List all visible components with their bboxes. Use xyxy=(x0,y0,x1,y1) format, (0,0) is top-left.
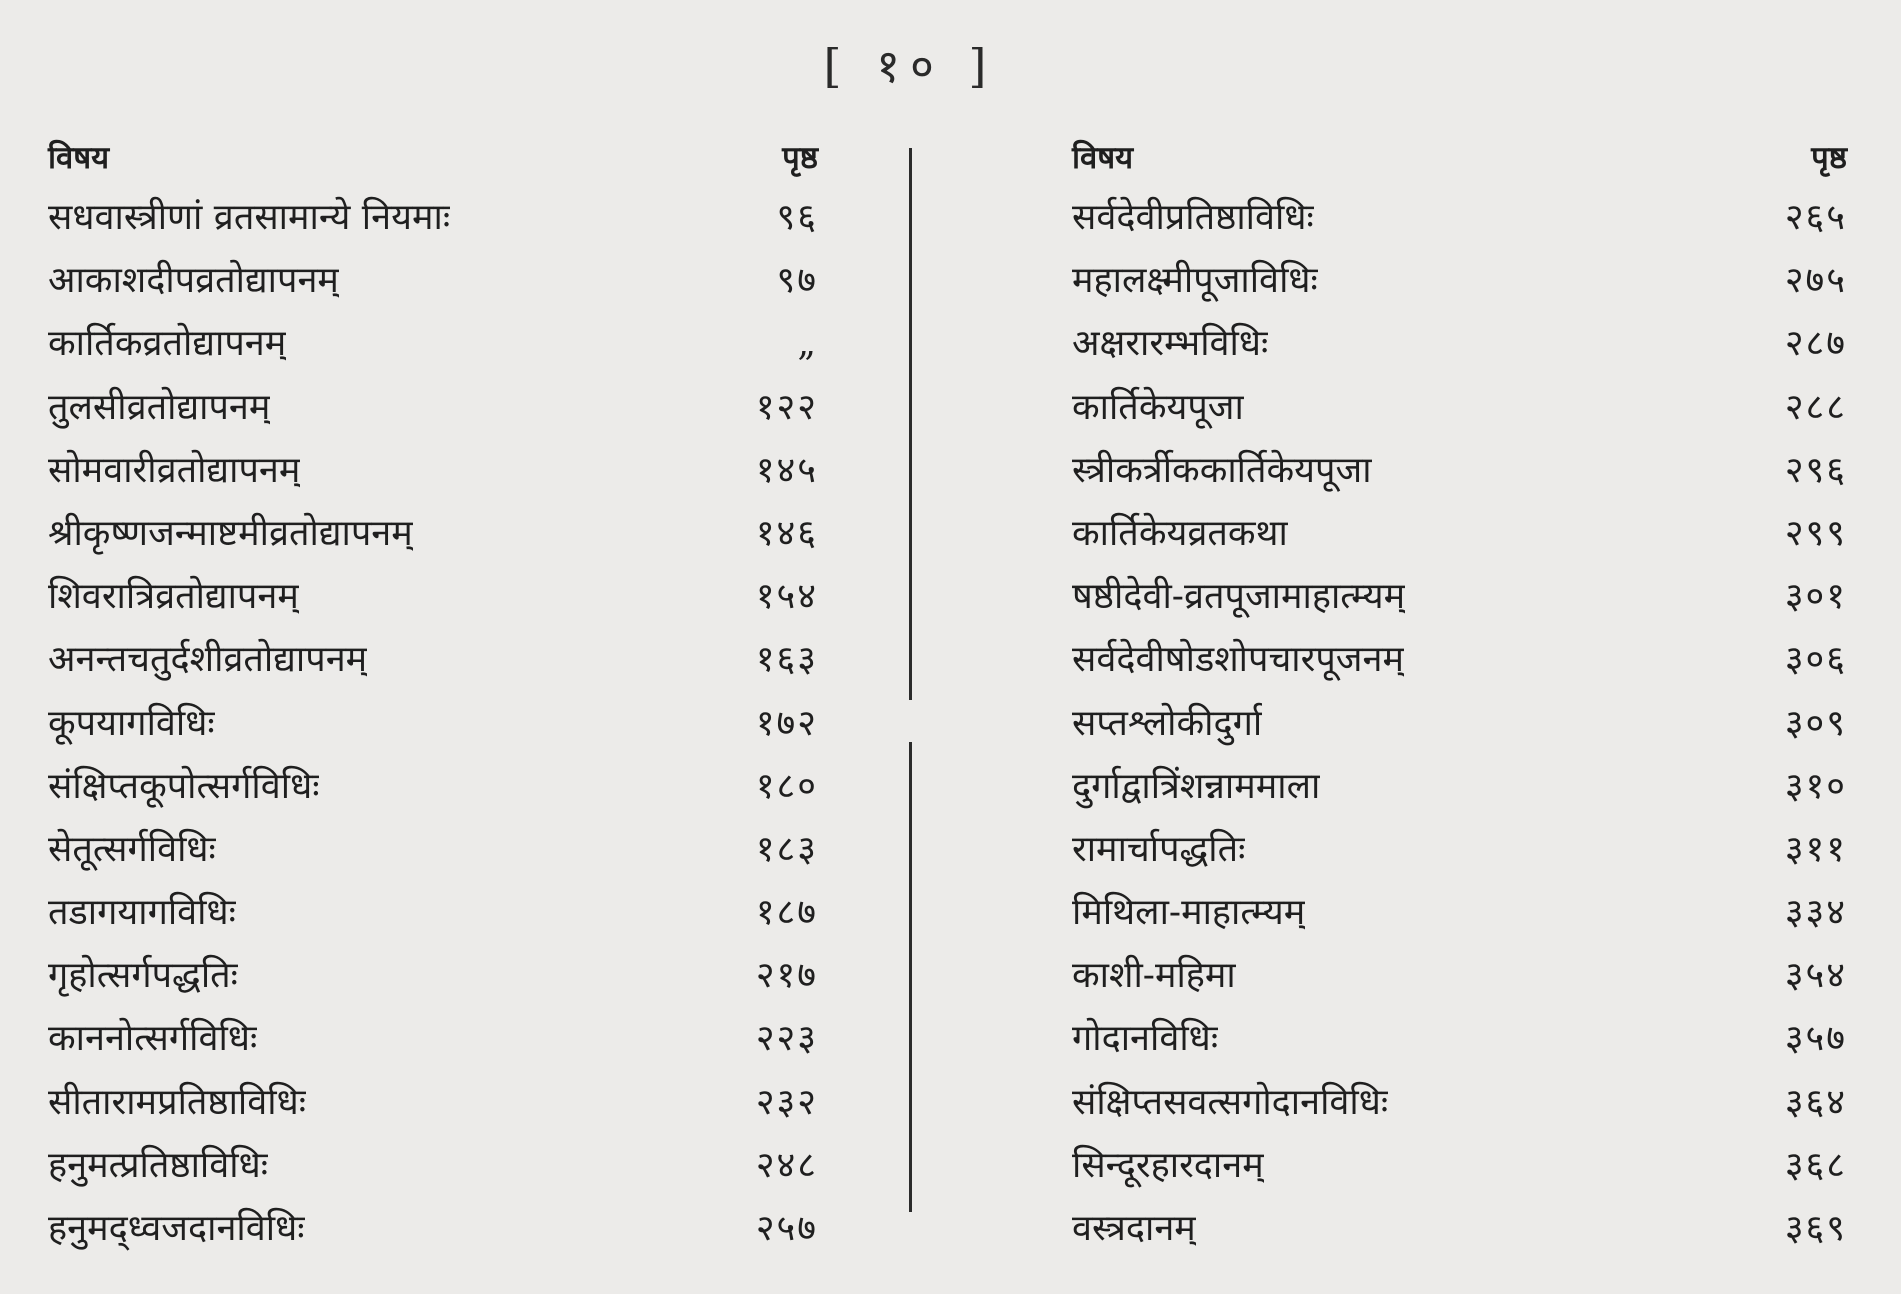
entry-title: संक्षिप्तकूपोत्सर्गविधिः xyxy=(48,765,320,807)
entry-page-number: ३०६ xyxy=(1784,639,1847,681)
column-divider-lower xyxy=(909,742,912,1212)
entry-page-number: ३३४ xyxy=(1784,892,1847,934)
entry-page-number: २३२ xyxy=(755,1081,818,1123)
entry-title: हनुमद्ध्वजदानविधिः xyxy=(48,1208,305,1249)
entry-page-number: २५७ xyxy=(755,1208,818,1249)
toc-entry xyxy=(48,1076,818,1139)
toc-entry xyxy=(48,1139,818,1202)
toc-entry xyxy=(48,444,818,507)
entry-title: सेतूत्सर्गविधिः xyxy=(48,828,216,870)
entry-title: आकाशदीपव्रतोद्यापनम् xyxy=(48,260,339,302)
entry-title: कूपयागविधिः xyxy=(48,702,215,744)
entry-title: सोमवारीव्रतोद्यापनम् xyxy=(48,449,301,491)
entry-title: गोदानविधिः xyxy=(1072,1018,1219,1060)
entry-page-number: ३५७ xyxy=(1784,1018,1847,1060)
entry-page-number: १८३ xyxy=(755,828,818,870)
entry-page-number: २७५ xyxy=(1784,260,1847,302)
entry-title: गृहोत्सर्गपद्धतिः xyxy=(48,955,238,997)
entry-title: कार्तिकेयपूजा xyxy=(1072,386,1244,428)
entry-title: हनुमत्प्रतिष्ठाविधिः xyxy=(48,1144,268,1186)
toc-entry xyxy=(1072,1139,1847,1202)
toc-entry xyxy=(48,697,818,760)
entry-title: अनन्तचतुर्दशीव्रतोद्यापनम् xyxy=(48,639,368,681)
entry-title: सप्तश्लोकीदुर्गा xyxy=(1072,702,1263,744)
entry-page-number: ३०९ xyxy=(1784,702,1847,744)
entry-page-number: ३६४ xyxy=(1784,1081,1847,1123)
entry-page-number: ३५४ xyxy=(1784,955,1847,997)
entry-title: वस्त्रदानम् xyxy=(1072,1208,1196,1249)
entry-page-number: १४६ xyxy=(755,512,818,554)
left-column-header xyxy=(48,136,818,191)
entry-page-number: ९६ xyxy=(776,197,818,238)
right-contents-column xyxy=(1072,136,1847,1265)
toc-entry xyxy=(48,254,818,317)
right-entries-list xyxy=(1072,191,1847,1265)
toc-entry xyxy=(48,507,818,570)
toc-entry xyxy=(48,823,818,886)
entry-title: मिथिला-माहात्म्यम् xyxy=(1072,892,1306,934)
toc-entry xyxy=(1072,191,1847,254)
toc-entry xyxy=(1072,317,1847,380)
entry-title: रामार्चापद्धतिः xyxy=(1072,828,1246,870)
entry-title: सर्वदेवीप्रतिष्ठाविधिः xyxy=(1072,197,1314,238)
toc-entry xyxy=(1072,633,1847,696)
entry-page-number: २६५ xyxy=(1784,197,1847,238)
toc-entry xyxy=(1072,949,1847,1012)
toc-entry xyxy=(48,949,818,1012)
entry-page-number: ३१० xyxy=(1784,765,1847,807)
left-entries-list xyxy=(48,191,818,1265)
column-divider-upper xyxy=(909,148,912,700)
entry-page-number: १८७ xyxy=(755,892,818,934)
entry-title: सिन्दूरहारदानम् xyxy=(1072,1144,1264,1186)
entry-page-number: २९९ xyxy=(1784,512,1847,554)
entry-title: श्रीकृष्णजन्माष्टमीव्रतोद्यापनम् xyxy=(48,512,413,554)
entry-page-number: ९७ xyxy=(776,260,818,302)
toc-entry xyxy=(1072,570,1847,633)
subject-heading: विषय xyxy=(48,140,110,176)
entry-page-number: १७२ xyxy=(755,702,818,744)
toc-entry xyxy=(48,381,818,444)
entry-page-number: १८० xyxy=(755,765,818,807)
entry-page-number: २८८ xyxy=(1784,386,1847,428)
toc-entry xyxy=(48,1202,818,1265)
entry-title: सीतारामप्रतिष्ठाविधिः xyxy=(48,1081,307,1123)
toc-entry xyxy=(48,633,818,696)
toc-entry xyxy=(1072,886,1847,949)
entry-title: कार्तिकव्रतोद्यापनम् xyxy=(48,323,287,365)
entry-title: दुर्गाद्वात्रिंशन्नाममाला xyxy=(1072,765,1321,807)
toc-entry xyxy=(1072,697,1847,760)
entry-page-number: १६३ xyxy=(755,639,818,681)
left-contents-column xyxy=(48,136,818,1265)
toc-entry xyxy=(48,760,818,823)
entry-page-number: „ xyxy=(797,323,818,365)
page-heading: पृष्ठ xyxy=(1811,140,1847,176)
entry-title: शिवरात्रिव्रतोद्यापनम् xyxy=(48,576,299,618)
toc-entry xyxy=(1072,1202,1847,1265)
entry-page-number: २४८ xyxy=(755,1144,818,1186)
entry-title: सधवास्त्रीणां व्रतसामान्ये नियमाः xyxy=(48,197,451,238)
toc-entry xyxy=(48,317,818,380)
toc-entry xyxy=(1072,444,1847,507)
toc-entry xyxy=(48,570,818,633)
toc-entry xyxy=(1072,1076,1847,1139)
entry-title: महालक्ष्मीपूजाविधिः xyxy=(1072,260,1318,302)
toc-entry xyxy=(1072,507,1847,570)
entry-title: अक्षरारम्भविधिः xyxy=(1072,323,1269,365)
entry-title: संक्षिप्तसवत्सगोदानविधिः xyxy=(1072,1081,1389,1123)
toc-entry xyxy=(1072,760,1847,823)
entry-page-number: २८७ xyxy=(1784,323,1847,365)
entry-title: सर्वदेवीषोडशोपचारपूजनम् xyxy=(1072,639,1405,681)
entry-title: स्त्रीकर्त्रीककार्तिकेयपूजा xyxy=(1072,449,1372,491)
entry-page-number: ३६९ xyxy=(1784,1208,1847,1249)
entry-page-number: ३११ xyxy=(1784,828,1847,870)
entry-title: काननोत्सर्गविधिः xyxy=(48,1018,258,1060)
entry-title: कार्तिकेयव्रतकथा xyxy=(1072,512,1288,554)
toc-entry xyxy=(48,191,818,254)
entry-page-number: ३६८ xyxy=(1784,1144,1847,1186)
subject-heading: विषय xyxy=(1072,140,1134,176)
toc-entry xyxy=(48,1012,818,1075)
entry-page-number: ३०१ xyxy=(1784,576,1847,618)
toc-entry xyxy=(1072,381,1847,444)
toc-entry xyxy=(48,886,818,949)
entry-page-number: २९६ xyxy=(1784,449,1847,491)
toc-entry xyxy=(1072,254,1847,317)
entry-title: तुलसीव्रतोद्यापनम् xyxy=(48,386,271,428)
entry-page-number: १४५ xyxy=(755,449,818,491)
right-column-header xyxy=(1072,136,1847,191)
entry-title: तडागयागविधिः xyxy=(48,892,236,934)
toc-entry xyxy=(1072,823,1847,886)
entry-page-number: १२२ xyxy=(755,386,818,428)
page-heading: पृष्ठ xyxy=(782,140,818,176)
entry-page-number: १५४ xyxy=(755,576,818,618)
toc-entry xyxy=(1072,1012,1847,1075)
entry-title: षष्ठीदेवी-व्रतपूजामाहात्म्यम् xyxy=(1072,576,1406,618)
entry-page-number: २१७ xyxy=(755,955,818,997)
entry-title: काशी-महिमा xyxy=(1072,955,1236,997)
entry-page-number: २२३ xyxy=(755,1018,818,1060)
page-number: [ १० ] xyxy=(823,39,997,93)
